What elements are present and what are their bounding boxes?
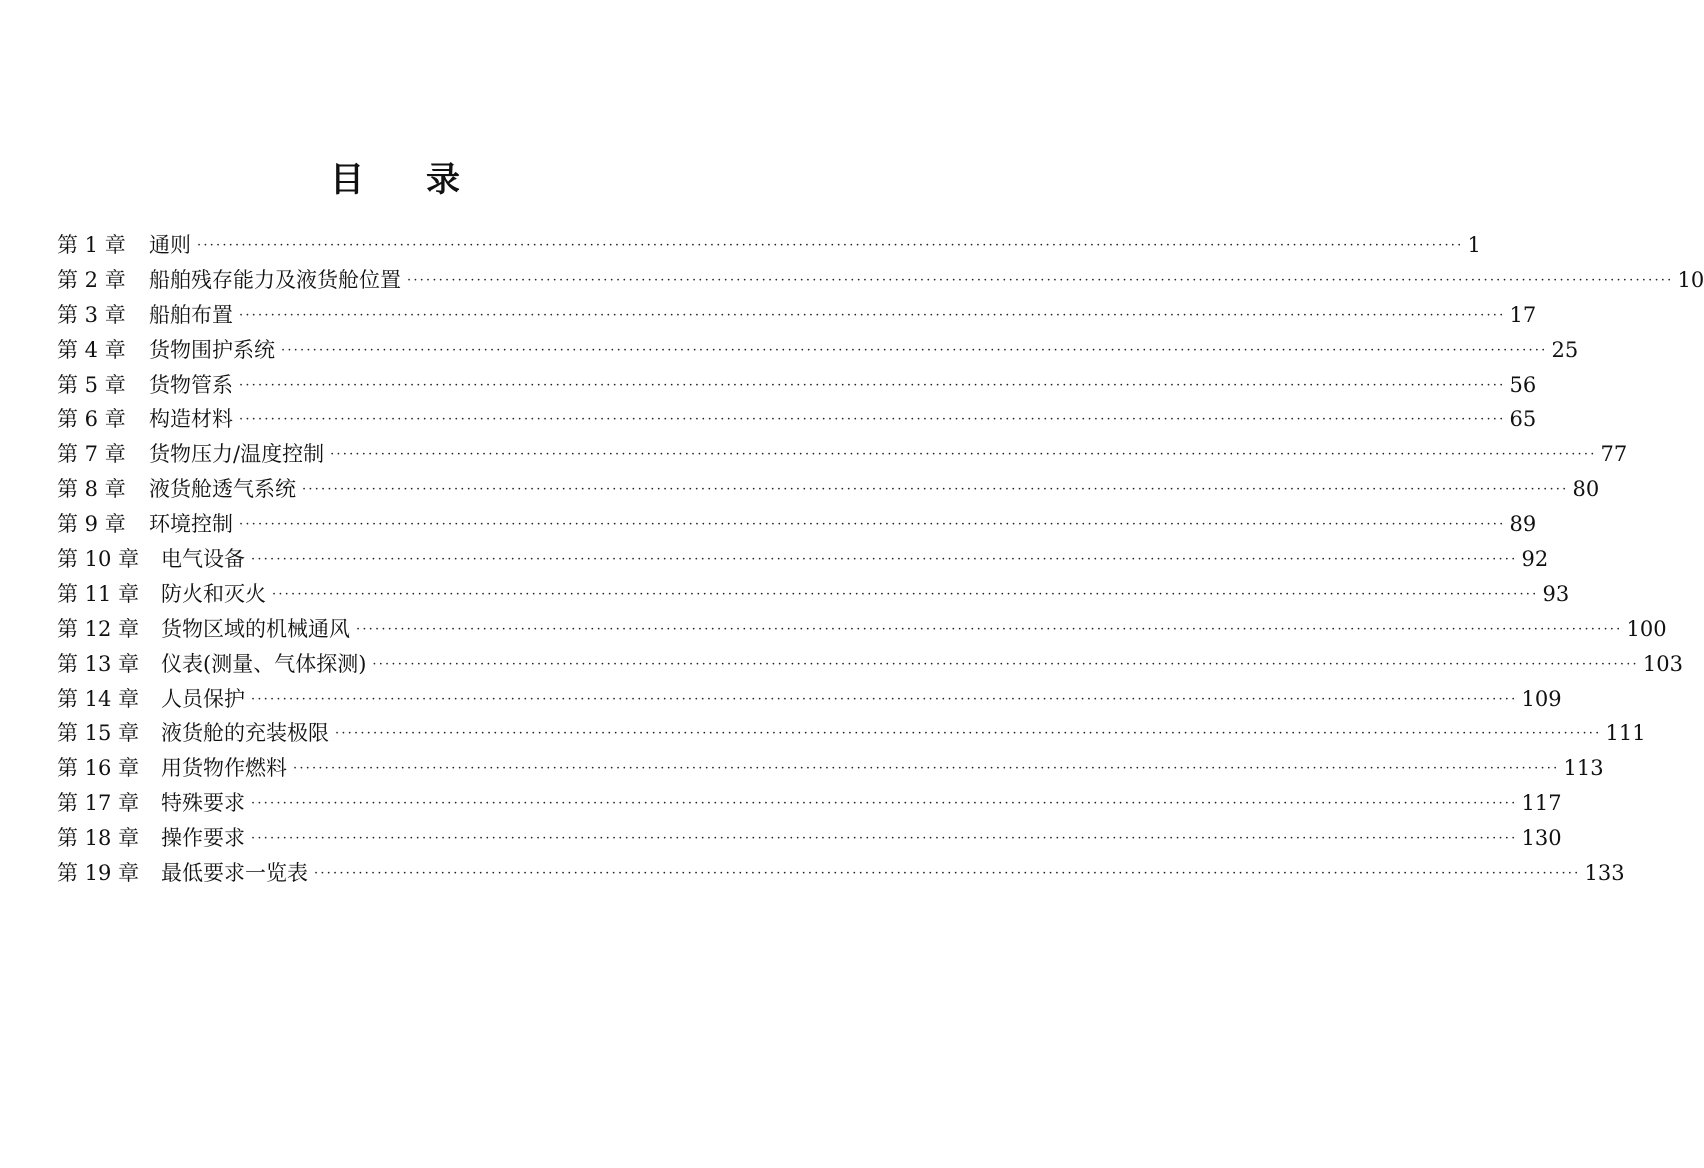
toc-chapter-number: 第 12 章 — [57, 616, 140, 641]
toc-chapter-title: 操作要求 — [161, 826, 245, 851]
toc-entry[interactable] — [57, 298, 1537, 333]
toc-entry[interactable] — [57, 368, 1537, 403]
toc-chapter-number: 第 11 章 — [57, 581, 140, 606]
toc-page-number: 56 — [1509, 372, 1537, 397]
toc-entry[interactable] — [57, 821, 1562, 856]
toc-chapter-title: 构造材料 — [149, 407, 233, 432]
page-title-char-2: 录 — [426, 160, 460, 200]
dot-leader: ········································································································································································································ — [197, 238, 1464, 253]
toc-page-number: 113 — [1563, 756, 1604, 781]
dot-leader: ········································································································································································································ — [239, 517, 1506, 533]
toc-entry[interactable] — [57, 682, 1562, 717]
dot-leader: ········································································································································································································ — [239, 377, 1506, 393]
toc-chapter-number: 第 7 章 — [57, 442, 126, 467]
toc-entry[interactable] — [57, 472, 1600, 507]
dot-leader: ········································································································································································································ — [330, 447, 1597, 463]
toc-entry[interactable] — [57, 751, 1604, 786]
dot-leader: ········································································································································································································ — [239, 307, 1506, 323]
page-title — [0, 152, 790, 201]
toc-page-number: 77 — [1600, 442, 1628, 467]
toc-chapter-number: 第 9 章 — [57, 512, 126, 537]
dot-leader: ········································································································································································································ — [372, 656, 1639, 672]
dot-leader: ········································································································································································································ — [251, 552, 1518, 568]
toc-chapter-number: 第 14 章 — [57, 686, 140, 711]
toc-page-number: 111 — [1605, 721, 1646, 746]
dot-leader: ········································································································································································································ — [335, 726, 1602, 742]
toc-chapter-title: 仪表(测量、气体探测) — [161, 651, 367, 676]
dot-leader: ········································································································································································································ — [293, 761, 1560, 777]
toc-chapter-title: 货物区域的机械通风 — [161, 616, 350, 641]
toc-chapter-title: 最低要求一览表 — [161, 861, 308, 886]
toc-chapter-number: 第 15 章 — [57, 721, 140, 746]
toc-entry[interactable] — [57, 542, 1549, 577]
toc-page-number: 89 — [1509, 512, 1537, 537]
toc-entry[interactable] — [57, 647, 1683, 682]
toc-chapter-number: 第 5 章 — [57, 372, 126, 397]
dot-leader: ········································································································································································································ — [251, 691, 1518, 707]
toc-chapter-number: 第 17 章 — [57, 791, 140, 816]
toc-chapter-title: 人员保护 — [161, 686, 245, 711]
toc-chapter-title: 液货舱的充装极限 — [161, 721, 329, 746]
toc-chapter-number: 第 2 章 — [57, 267, 126, 292]
toc-chapter-title: 环境控制 — [149, 512, 233, 537]
toc-chapter-number: 第 6 章 — [57, 407, 126, 432]
toc-chapter-number: 第 19 章 — [57, 861, 140, 886]
toc-chapter-number: 第 4 章 — [57, 337, 126, 362]
toc-chapter-title: 船舶布置 — [149, 302, 233, 327]
toc-page-number: 65 — [1509, 407, 1537, 432]
dot-leader: ········································································································································································································ — [302, 482, 1569, 498]
toc-chapter-title: 船舶残存能力及液货舱位置 — [149, 267, 401, 292]
table-of-contents — [57, 228, 1704, 891]
toc-page-number: 1 — [1467, 233, 1481, 257]
dot-leader: ········································································································································································································ — [239, 412, 1506, 428]
dot-leader: ········································································································································································································ — [251, 796, 1518, 812]
toc-chapter-number: 第 16 章 — [57, 756, 140, 781]
toc-chapter-title: 通则 — [149, 233, 191, 257]
toc-page-number: 130 — [1521, 826, 1562, 851]
toc-chapter-title: 用货物作燃料 — [161, 756, 287, 781]
toc-chapter-number: 第 8 章 — [57, 477, 126, 502]
toc-chapter-title: 货物围护系统 — [149, 337, 275, 362]
toc-page-number: 117 — [1521, 791, 1562, 816]
toc-entry[interactable] — [57, 333, 1579, 368]
toc-page-number: 100 — [1626, 616, 1667, 641]
toc-chapter-title: 电气设备 — [161, 547, 245, 572]
dot-leader: ········································································································································································································ — [272, 586, 1539, 602]
toc-page-number: 93 — [1542, 581, 1570, 606]
dot-leader: ········································································································································································································ — [356, 621, 1623, 637]
toc-chapter-number: 第 10 章 — [57, 547, 140, 572]
toc-entry[interactable] — [57, 507, 1537, 542]
toc-page-number: 92 — [1521, 547, 1549, 572]
toc-page-number: 25 — [1551, 337, 1579, 362]
toc-page-number: 109 — [1521, 686, 1562, 711]
toc-entry[interactable] — [57, 402, 1537, 437]
toc-entry[interactable] — [57, 716, 1646, 751]
toc-entry[interactable] — [57, 856, 1625, 891]
toc-entry[interactable] — [57, 577, 1570, 612]
toc-page-number: 80 — [1572, 477, 1600, 502]
toc-chapter-title: 液货舱透气系统 — [149, 477, 296, 502]
dot-leader: ········································································································································································································ — [407, 272, 1674, 288]
dot-leader: ········································································································································································································ — [251, 831, 1518, 847]
toc-entry[interactable] — [57, 263, 1704, 298]
toc-page-number: 10 — [1677, 267, 1704, 292]
toc-chapter-number: 第 18 章 — [57, 826, 140, 851]
toc-entry[interactable] — [57, 437, 1628, 472]
toc-entry[interactable] — [57, 612, 1667, 647]
toc-page-number: 17 — [1509, 302, 1537, 327]
page-title-char-1: 目 — [330, 160, 364, 200]
toc-page-number: 133 — [1584, 861, 1625, 886]
toc-chapter-number: 第 3 章 — [57, 302, 126, 327]
toc-chapter-number: 第 1 章 — [57, 233, 126, 257]
toc-page-number: 103 — [1642, 651, 1683, 676]
toc-entry[interactable] — [57, 786, 1562, 821]
dot-leader: ········································································································································································································ — [281, 342, 1548, 358]
toc-entry[interactable] — [57, 228, 1481, 263]
dot-leader: ········································································································································································································ — [314, 866, 1581, 882]
toc-chapter-title: 特殊要求 — [161, 791, 245, 816]
toc-chapter-title: 货物压力/温度控制 — [149, 442, 325, 467]
toc-chapter-title: 防火和灭火 — [161, 581, 266, 606]
toc-chapter-title: 货物管系 — [149, 372, 233, 397]
toc-chapter-number: 第 13 章 — [57, 651, 140, 676]
